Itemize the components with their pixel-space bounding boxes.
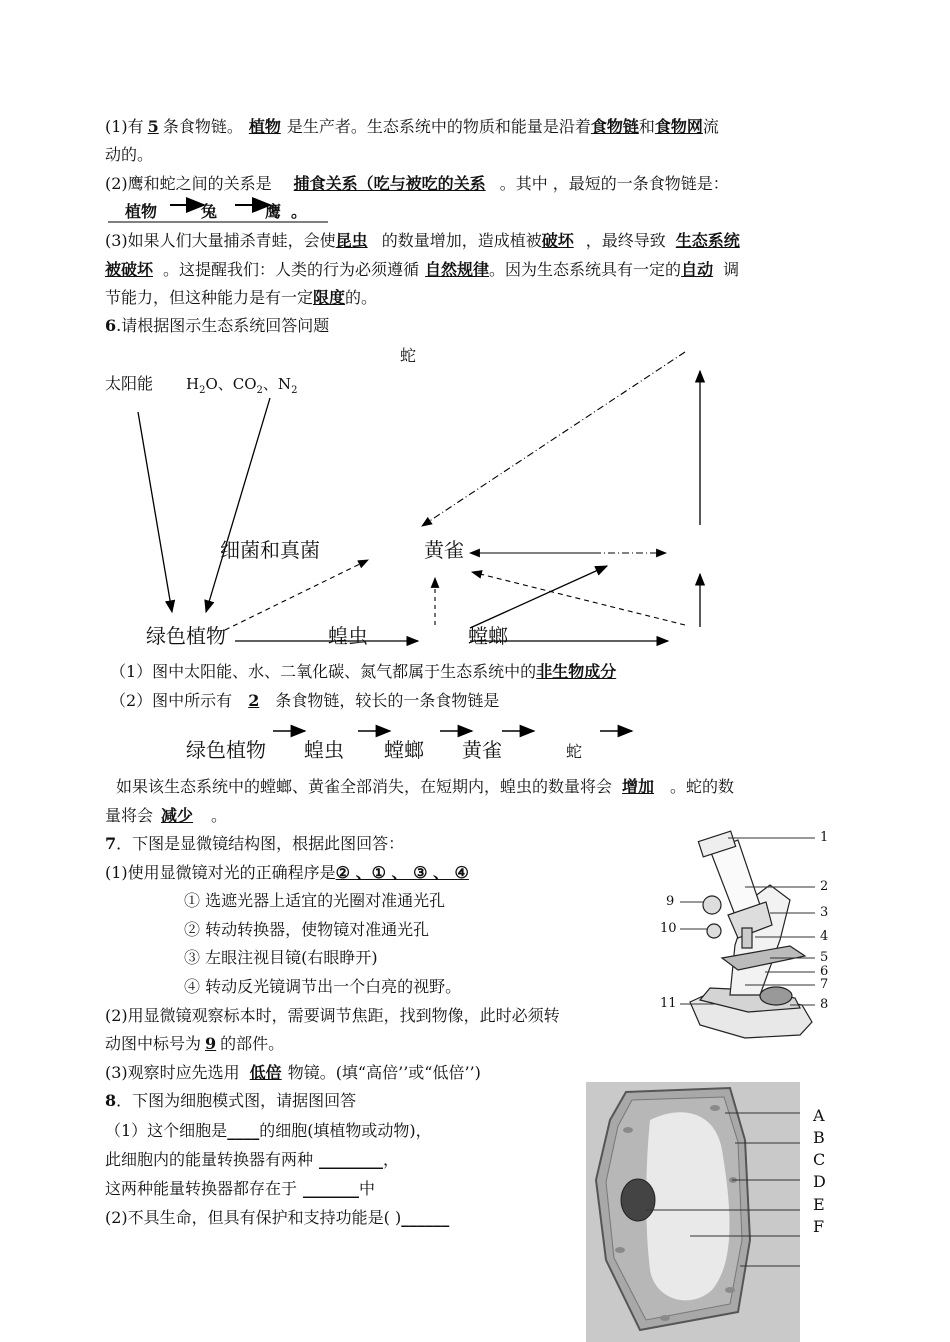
text: 流: [702, 117, 719, 136]
q7-s2: (2)用显微镜观察标本时，需要调节焦距，找到物像，此时必须转: [105, 1006, 560, 1025]
chloroplast: [623, 1127, 633, 1133]
microscope-label-10: 10: [660, 921, 677, 936]
answer-increase: 增加: [622, 777, 655, 796]
text: 。: [211, 806, 228, 825]
text: （1）这个细胞是: [105, 1121, 228, 1140]
microscope-label-4: 4: [820, 929, 829, 944]
text: 。这提醒我们：人类的行为必须遵循: [163, 260, 420, 279]
text: （1）图中太阳能、水、二氧化碳、氮气都属于生态系统中的: [110, 662, 537, 681]
chain-item-1: 绿色植物: [186, 738, 266, 762]
subscript: 2: [256, 385, 263, 396]
answer-insect: 昆虫: [335, 231, 368, 250]
chloroplast: [710, 1105, 720, 1111]
blank: ______: [401, 1208, 450, 1227]
chain-eagle: 鹰: [265, 202, 282, 221]
microscope-label-9: 9: [666, 894, 675, 909]
text: 。蛇的数: [670, 777, 735, 796]
text: 此细胞内的能量转换器有两种: [105, 1150, 314, 1169]
chain-plant: 植物: [125, 202, 158, 221]
microscope-label-2: 2: [820, 879, 829, 894]
answer-destroy: 破坏: [541, 231, 574, 250]
text: 量将会: [105, 806, 154, 825]
answer-natural-law: 自然规律: [425, 260, 490, 279]
cell-label-f: F: [813, 1217, 825, 1236]
text: .请根据图示生态系统回答问题: [116, 316, 330, 335]
answer-order: ② 、① 、 ③ 、 ④: [335, 863, 469, 882]
cell-nucleus: [621, 1179, 655, 1221]
blank: ________: [319, 1150, 384, 1169]
text: (1)使用显微镜对光的正确程序是: [105, 863, 336, 882]
answer-2: 2: [248, 691, 260, 710]
question-number: 7: [105, 834, 117, 853]
text: 中: [359, 1179, 376, 1198]
answer-9: 9: [205, 1034, 217, 1053]
chloroplast: [660, 1315, 670, 1321]
text: 和: [638, 117, 655, 136]
text: H: [186, 375, 200, 393]
text: 。因为生态系统具有一定的: [489, 260, 682, 279]
text: 的。: [345, 288, 378, 307]
microscope-label-7: 7: [820, 977, 829, 992]
q7-step-1: ① 选遮光器上适宜的光圈对准通光孔: [184, 891, 446, 910]
text: (2)鹰和蛇之间的关系是: [105, 174, 272, 193]
question-number: 8: [105, 1091, 117, 1110]
text: 。其中 ，最短的一条食物链是：: [499, 174, 729, 193]
microscope-label-6: 6: [820, 964, 829, 979]
diagram-bacteria: 细菌和真菌: [220, 538, 320, 562]
text: 物镜。(填“高倍’’或“低倍’’): [287, 1063, 481, 1082]
text: 节能力，但这种能力是有一定: [105, 288, 314, 307]
text: 如果该生态系统中的螳螂、黄雀全部消失，在短期内，蝗虫的数量将会: [116, 777, 613, 796]
microscope-label-3: 3: [820, 905, 829, 920]
answer-5: 5: [147, 117, 159, 136]
text: (1)有: [105, 117, 144, 136]
q5-line2: 动的。: [105, 145, 154, 164]
microscope-label-8: 8: [820, 997, 829, 1012]
cell-label-b: B: [813, 1128, 825, 1147]
answer-decrease: 减少: [161, 806, 194, 825]
text: ，: [383, 1150, 400, 1169]
text: (3)观察时应先选用: [105, 1063, 240, 1082]
blank: ____: [227, 1121, 260, 1140]
diagram-plant: 绿色植物: [146, 624, 226, 648]
subscript: 2: [199, 385, 206, 396]
chain-item-2: 蝗虫: [304, 738, 344, 762]
text: ．下图是显微镜结构图，根据此图回答：: [116, 834, 405, 853]
text: 的细胞(填植物或动物)，: [259, 1121, 432, 1140]
chloroplast: [725, 1287, 735, 1293]
cell-label-a: A: [813, 1106, 825, 1125]
cell-label-d: D: [813, 1172, 826, 1191]
text: 、N: [262, 375, 292, 393]
text: 条食物链。: [162, 117, 243, 136]
answer-damaged: 被破坏: [105, 260, 154, 279]
text: 。: [291, 202, 308, 221]
subscript: 2: [291, 385, 298, 396]
q7-step-4: ④ 转动反光镜调节出一个白亮的视野。: [184, 977, 462, 996]
q7-step-3: ③ 左眼注视目镜(右眼睁开): [184, 948, 378, 967]
question-number: 6: [105, 316, 117, 335]
text: ．下图为细胞模式图，请据图回答: [116, 1091, 357, 1110]
answer-auto: 自动: [681, 260, 714, 279]
chain-item-3: 螳螂: [384, 738, 424, 762]
text: 动图中标号为: [105, 1034, 202, 1053]
text: (2)不具生命，但具有保护和支持功能是( ): [105, 1208, 402, 1227]
diagram-sun: 太阳能: [105, 374, 154, 393]
chain-item-4: 黄雀: [462, 738, 502, 762]
cell-vacuole: [646, 1112, 729, 1300]
answer-ecosystem: 生态系统: [675, 231, 740, 250]
answer-food-web: 食物网: [654, 117, 703, 136]
diagram-locust: 蝗虫: [328, 624, 368, 648]
answer-predation: 捕食关系（吃与被吃的关系: [293, 174, 486, 193]
text: 调: [723, 260, 740, 279]
text: 是生产者。生态系统中的物质和能量是沿着: [286, 117, 591, 136]
answer-limit: 限度: [313, 288, 346, 307]
answer-abiotic: 非生物成分: [536, 662, 617, 681]
answer-plant: 植物: [248, 117, 281, 136]
text: （2）图中所示有: [110, 691, 233, 710]
text: 的数量增加，造成植被: [381, 231, 542, 250]
text: ，最终导致: [585, 231, 666, 250]
cell-label-c: C: [813, 1150, 826, 1169]
microscope-label-1: 1: [820, 830, 829, 845]
diagram-sparrow: 黄雀: [424, 538, 464, 562]
q7-step-2: ② 转动转换器，使物镜对准通光孔: [184, 920, 430, 939]
cell-label-e: E: [813, 1195, 825, 1214]
diagram-mantis: 螳螂: [468, 624, 508, 648]
text: 这两种能量转换器都存在于: [105, 1179, 298, 1198]
chain-item-5: 蛇: [566, 742, 583, 761]
answer-food-chain: 食物链: [590, 117, 639, 136]
text: (3)如果人们大量捕杀青蛙，会使: [105, 231, 336, 250]
chain-rabbit: 兔: [201, 202, 218, 221]
text: 的部件。: [220, 1034, 285, 1053]
microscope-label-5: 5: [820, 950, 829, 965]
chloroplast: [615, 1247, 625, 1253]
microscope-label-11: 11: [660, 996, 677, 1011]
answer-low-power: 低倍: [249, 1063, 282, 1082]
text: O、CO: [205, 375, 257, 393]
text: 条食物链，较长的一条食物链是: [275, 691, 500, 710]
blank: _______: [303, 1179, 360, 1198]
diagram-snake: 蛇: [400, 346, 417, 365]
